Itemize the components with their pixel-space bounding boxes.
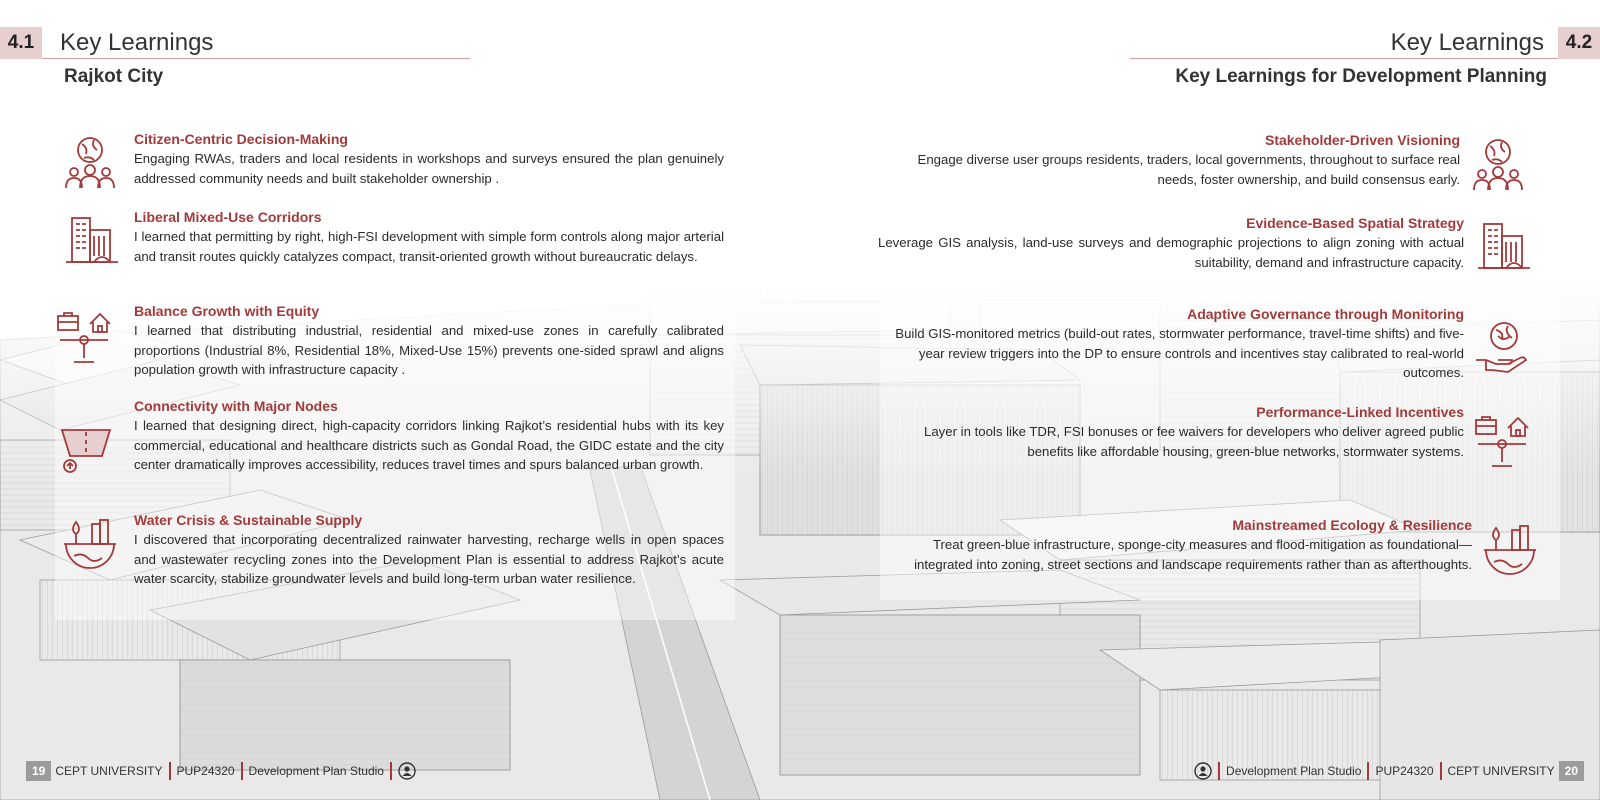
user-circle-icon [1194,762,1212,780]
footer-course-code: PUP24320 [1375,764,1434,778]
learning-title: Balance Growth with Equity [134,303,320,319]
learning-item [878,516,1472,574]
learning-title: Connectivity with Major Nodes [134,398,338,414]
user-circle-icon [398,762,416,780]
community-globe-icon [1470,136,1526,192]
learning-text: Engaging RWAs, traders and local residents in workshops and surveys ensured the plan genuinely addressed community needs and built stakeholder ownership . [134,151,724,186]
learning-item [134,130,724,188]
learning-item [878,214,1464,272]
learning-title: Water Crisis & Sustainable Supply [134,512,363,528]
eco-city-icon [62,516,118,572]
learning-title: Evidence-Based Spatial Strategy [1246,215,1464,231]
footer-separator [390,762,392,780]
learning-text: Engage diverse user groups residents, traders, local governments, throughout to surface real needs, foster ownership, and build consensus early. [917,152,1460,187]
learning-item [134,302,724,380]
left-footer [26,761,416,781]
footer-studio: Development Plan Studio [248,764,384,778]
learning-title: Adaptive Governance through Monitoring [1187,306,1464,322]
header-rule [1130,58,1558,59]
learning-text: I learned that distributing industrial, residential and mixed-use zones in carefully calibrated proportions (Industrial 8%, Residential 18%, Mixed-Use 15%) prevents one-sided sprawl and aligns population growth with infrastructure capacity . [134,323,724,377]
section-number: 4.2 [1558,27,1600,59]
footer-university: CEPT UNIVERSITY [1447,764,1555,778]
learning-item [878,131,1460,189]
road-icon [58,420,114,476]
learning-item [878,403,1464,461]
learning-item [134,397,724,475]
header-rule [42,58,470,59]
page-number: 19 [26,761,51,781]
page-number: 20 [1559,761,1584,781]
right-footer [1194,761,1584,781]
learning-text: I discovered that incorporating decentralized rainwater harvesting, recharge wells in open spaces and wastewater recycling zones into the Development Plan is essential to address Rajkot’s acute water scarcity, stabilize groundwater levels and build long-term urban water resilience. [134,532,724,586]
learning-title: Mainstreamed Ecology & Resilience [1232,517,1472,533]
footer-studio: Development Plan Studio [1226,764,1362,778]
footer-separator [1218,762,1220,780]
learning-title: Performance-Linked Incentives [1256,404,1464,420]
eco-city-icon [1482,522,1538,578]
section-title: Key Learnings [60,29,214,56]
hand-globe-icon [1474,318,1530,374]
learning-text: I learned that permitting by right, high-FSI development with simple form controls along major arterial and transit routes quickly catalyzes compact, transit-oriented growth without bureaucratic delays. [134,229,724,264]
page-subtitle: Key Learnings for Development Planning [1175,66,1547,87]
footer-separator [169,762,171,780]
learning-text: I learned that designing direct, high-capacity corridors linking Rajkot’s residential hubs with its key commercial, educational and healthcare districts such as Gondal Road, the GIDC estate and the city center dramatically improves accessibility, reduces travel times and spurs balanced urban growth. [134,418,724,472]
learning-title: Citizen-Centric Decision-Making [134,131,348,147]
footer-separator [1440,762,1442,780]
footer-university: CEPT UNIVERSITY [55,764,163,778]
footer-course-code: PUP24320 [176,764,235,778]
footer-separator [241,762,243,780]
learning-item [878,305,1464,383]
learning-text: Treat green-blue infrastructure, sponge-city measures and flood-mitigation as foundational—integrated into zoning, street sections and landscape requirements rather than as afterthoughts. [914,537,1472,572]
buildings-icon [1476,218,1532,274]
learning-item [134,511,724,589]
learning-text: Layer in tools like TDR, FSI bonuses or fee waivers for developers who deliver agreed public benefits like affordable housing, green-blue networks, stormwater systems. [924,424,1464,459]
balance-icon [56,310,112,366]
learning-text: Build GIS-monitored metrics (build-out rates, stormwater performance, travel-time shifts) and five-year review triggers into the DP to ensure controls and incentives stay calibrated to real-world outcomes. [895,326,1464,380]
page-subtitle: Rajkot City [64,66,164,87]
learning-item [134,208,724,266]
community-globe-icon [62,134,118,190]
section-title: Key Learnings [1390,29,1544,56]
learning-title: Stakeholder-Driven Visioning [1264,132,1460,148]
learning-text: Leverage GIS analysis, land-use surveys and demographic projections to align zoning with actual suitability, demand and infrastructure capacity. [878,235,1464,270]
footer-separator [1367,762,1369,780]
section-number: 4.1 [0,27,42,59]
learning-title: Liberal Mixed-Use Corridors [134,209,322,225]
buildings-icon [64,212,120,268]
balance-icon [1474,414,1530,470]
